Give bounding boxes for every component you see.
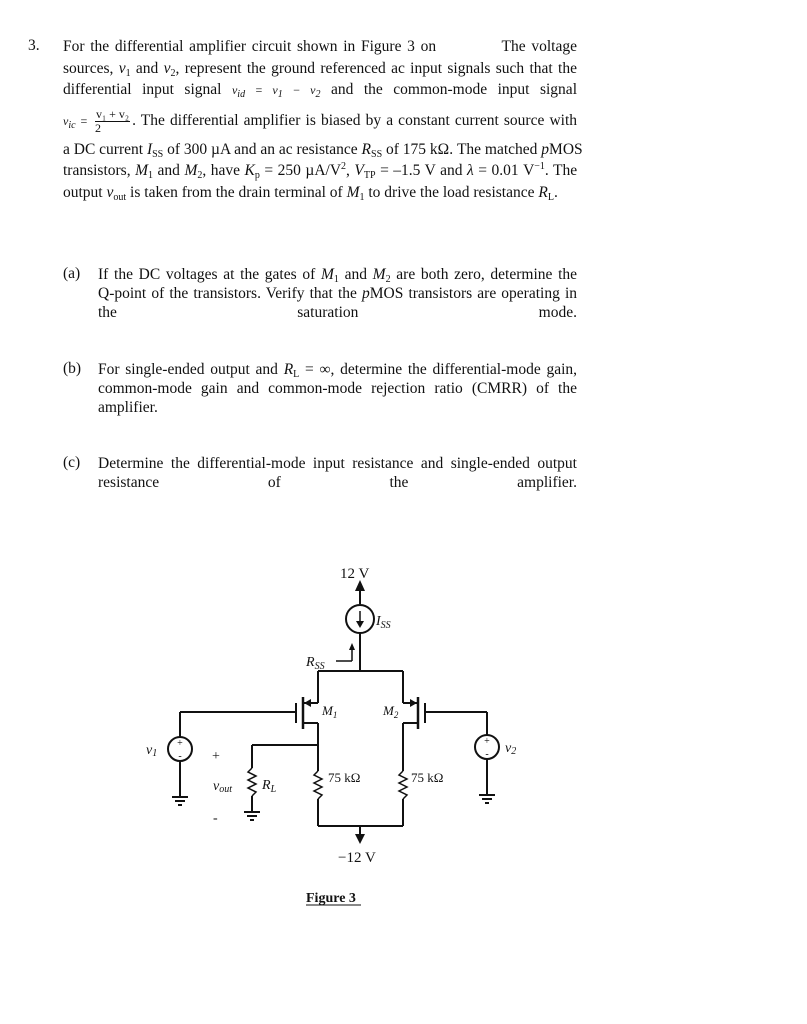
vic-symbol: $v_{ic}$ = [63,113,88,131]
question-number: 3. [28,37,40,54]
intro-line-5: a DC current $I_{SS}$ of 300 µA and an ac resistance $R_{SS}$ of 175 kΩ. The matched pMOS [63,140,583,160]
vic-fraction: $\frac{\text{v₁ + v₂}}{2}$ [94,106,130,135]
vdd-label: 12 V [340,566,370,582]
rl-resistor [248,768,256,796]
intro-line-7: output $v_{out}$ is taken from the drain terminal of $M_1$ to drive the load resistance $R_L$. [63,183,558,203]
m1-label: $M_1$ [322,703,338,720]
intro-line-2: sources, $v_1$ and $v_2$, represent the ground referenced ac input signals such that the [63,59,577,79]
rss-label: $R_{SS}$ [306,655,325,672]
rd1-resistor [314,771,322,799]
vout-label: vout [213,779,232,795]
v1-minus: - [178,751,182,762]
intro-line-1: For the differential amplifier circuit shown in Figure 3 on The voltage [63,38,577,55]
part-b-text: For single-ended output and $R_L$ = ∞, determine the differential-mode gain, common-mode gain and common-mode rejection ratio (CMRR) of the amplifier. [98,361,578,416]
m2-label: $M_2$ [383,703,399,720]
v1-label: v1 [146,743,158,759]
intro-line-3: differential input signal $v_{id} = v_1 - v_2$ and the common-mode input signal [63,81,577,101]
v2-plus: + [484,736,490,747]
part-b-label: (b) [63,360,82,377]
v2-label: v2 [505,741,517,757]
iss-label: $I_{SS}$ [376,614,391,631]
vout-minus: - [213,811,218,826]
part-c-label: (c) [63,454,81,471]
vss-arrow [355,834,365,844]
rd2-label: 75 kΩ [411,770,444,785]
vss-label: −12 V [338,850,376,866]
v1-plus: + [177,738,183,749]
figure-caption: Figure 3 [306,891,356,906]
part-c-text: Determine the differential-mode input resistance and single-ended output resistance of the amplifier. [98,455,577,491]
part-a-label: (a) [63,265,81,282]
rd1-label: 75 kΩ [328,770,361,785]
part-a-text: If the DC voltages at the gates of $M_1$ and $M_2$ are both zero, determine the Q-point of the transistors. Verify that the pMOS transistors are operating in the saturation mode. [98,266,578,321]
rd2-resistor [399,771,407,799]
rl-label: $R_L$ [262,778,277,795]
vout-plus: + [212,749,220,764]
v2-minus: - [485,749,489,760]
intro-line-6: transistors, $M_1$ and $M_2$, have $K_p = 250$ $\mu A/V^2$, $V_{TP} = -1.5$ V and λ = 0.01 $V^{-1}$. The [63,161,578,182]
intro-line-4: $v_{ic}$ = $\frac{\text{v₁ + v₂}}{2}$ . The differential amplifier is biased by a constant current source with [63,106,577,135]
